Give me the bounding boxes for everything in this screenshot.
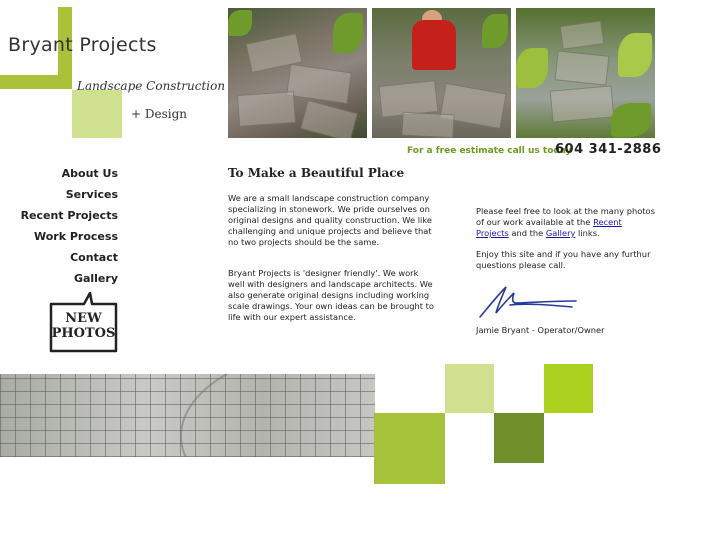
logo-subtitle-design: + Design <box>131 107 187 121</box>
deco-square-light <box>445 364 494 413</box>
logo-title[interactable]: Bryant Projects <box>8 34 157 56</box>
recent-projects-link[interactable]: Recent Projects <box>476 217 622 238</box>
main-nav <box>0 166 118 292</box>
photo-worker-laying-stone <box>372 8 511 138</box>
invite-text-start: Please feel free to look at the many photos of our work available at the <box>476 206 655 227</box>
page-heading: To Make a Beautiful Place <box>228 166 405 180</box>
gallery-link[interactable]: Gallery <box>545 228 576 238</box>
nav-about-us[interactable]: About Us <box>61 167 118 180</box>
paving-stone-banner <box>0 374 375 457</box>
deco-square-bright <box>544 364 593 413</box>
nav-work-process[interactable]: Work Process <box>34 230 118 243</box>
logo-subtitle: Landscape Construction <box>77 79 226 93</box>
badge-line-photos: PHOTOS <box>51 326 116 341</box>
deco-square-dark <box>494 413 544 463</box>
designer-paragraph: Bryant Projects is 'designer friendly'. We work well with designers and landscape architects. We also generate original designs including working scale drawings. Your own ideas can be brought to life with our expert assistance. <box>228 268 434 322</box>
invite-text-mid: and the <box>508 228 546 238</box>
deco-square-green <box>374 413 445 484</box>
invite-text-end: links. <box>575 228 600 238</box>
logo-light-square <box>72 90 122 138</box>
free-estimate-text: For a free estimate call us today <box>407 146 572 156</box>
photo-garden-walkway <box>516 8 655 138</box>
signature-image <box>476 283 580 319</box>
intro-paragraph: We are a small landscape construction company specializing in stonework. We pride ourselves on original designs and quality construction. We like challenging and unique projects and believe that no two projects should be the same. <box>228 193 432 247</box>
nav-services[interactable]: Services <box>65 188 118 201</box>
nav-gallery[interactable]: Gallery <box>73 272 118 285</box>
enjoy-paragraph: Enjoy this site and if you have any furthur questions please call. <box>476 249 651 270</box>
signature-name: Jamie Bryant - Operator/Owner <box>476 325 605 335</box>
phone-number: 604 341-2886 <box>555 142 662 157</box>
nav-recent-projects[interactable]: Recent Projects <box>20 209 118 222</box>
badge-line-new: NEW <box>65 311 102 326</box>
new-photos-badge[interactable] <box>48 291 119 353</box>
gallery-invite-paragraph <box>476 206 656 239</box>
nav-contact[interactable]: Contact <box>70 251 118 264</box>
photo-stone-path <box>228 8 367 138</box>
